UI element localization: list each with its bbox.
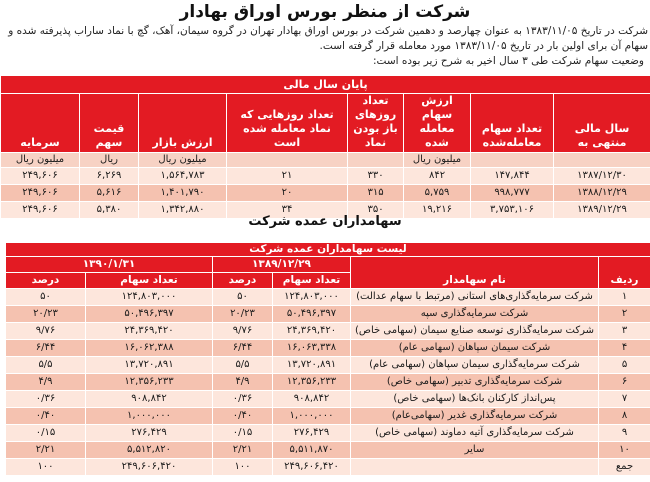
unit-cell: میلیون ریال xyxy=(139,153,227,168)
table-row xyxy=(6,408,650,425)
cell: ۵۰ xyxy=(213,289,273,306)
column-header-shareholder-name: نام سهامدار xyxy=(351,257,599,289)
column-header-percent: درصد xyxy=(6,273,86,289)
cell: ۱۳,۷۲۰,۸۹۱ xyxy=(273,357,351,374)
cell: ۱۰۰ xyxy=(213,459,273,476)
table-row xyxy=(6,306,650,323)
column-header-row-number: ردیف xyxy=(599,257,650,289)
row-number: ۱ xyxy=(599,289,650,306)
table-row xyxy=(6,340,650,357)
cell: ۶/۴۴ xyxy=(213,340,273,357)
intro-line: شرکت در تاریخ ۱۳۸۳/۱۱/۰۵ به عنوان چهارصد و دهمین شرکت در بورس اوراق بهادار تهران در گروه سیمان، آهک، گچ با نماد ساراب پذیرفته شده و xyxy=(8,25,648,37)
cell: ۵,۷۵۹ xyxy=(404,185,471,202)
cell: ۲۴۹,۶۰۶ xyxy=(1,168,80,185)
cell: ۹۹۸,۷۷۷ xyxy=(471,185,554,202)
cell: ۳۴ xyxy=(227,202,348,219)
cell: ۲۰/۲۳ xyxy=(213,306,273,323)
cell xyxy=(351,459,599,476)
column-header-percent: درصد xyxy=(213,273,273,289)
shareholder-name: شرکت سرمایه‌گذاری سپه xyxy=(351,306,599,323)
cell: ۲/۲۱ xyxy=(213,442,273,459)
cell: ۹/۷۶ xyxy=(213,323,273,340)
shareholder-name: پس‌انداز کارکنان بانک‌ها (سهامی خاص) xyxy=(351,391,599,408)
cell: ۱۳۸۹/۱۲/۲۹ xyxy=(554,202,650,219)
cell: ۹۰۸,۸۴۲ xyxy=(86,391,213,408)
cell: ۲۷۶,۴۲۹ xyxy=(273,425,351,442)
table-caption: لیست سهامداران عمده شرکت xyxy=(6,243,650,257)
table-row xyxy=(6,442,650,459)
cell: ۱۳۸۷/۱۲/۳۰ xyxy=(554,168,650,185)
fiscal-year-table xyxy=(0,75,650,219)
cell: ۵۰ xyxy=(6,289,86,306)
cell: ۱۴۷,۸۴۴ xyxy=(471,168,554,185)
row-number: ۸ xyxy=(599,408,650,425)
cell: ۱۲,۳۵۶,۲۳۳ xyxy=(86,374,213,391)
cell: ۵,۳۸۰ xyxy=(80,202,139,219)
total-row xyxy=(6,459,650,476)
cell: ۳۵۰ xyxy=(348,202,404,219)
cell: ۰/۴۰ xyxy=(213,408,273,425)
table-row xyxy=(6,425,650,442)
table-row xyxy=(6,289,650,306)
row-number: ۴ xyxy=(599,340,650,357)
cell: ۱,۰۰۰,۰۰۰ xyxy=(273,408,351,425)
row-number: ۹ xyxy=(599,425,650,442)
cell: ۱۶,۰۶۲,۳۸۸ xyxy=(86,340,213,357)
unit-cell xyxy=(471,153,554,168)
cell: ۱۳۸۸/۱۲/۲۹ xyxy=(554,185,650,202)
cell: ۶/۴۴ xyxy=(6,340,86,357)
shareholder-name: شرکت سرمایه‌گذاری سیمان سپاهان (سهامی عام) xyxy=(351,357,599,374)
row-number: ۵ xyxy=(599,357,650,374)
shareholder-name: شرکت سرمایه‌گذاری غدیر (سهامی‌عام) xyxy=(351,408,599,425)
cell: ۵/۵ xyxy=(213,357,273,374)
cell: ۱,۳۴۲,۸۸۰ xyxy=(139,202,227,219)
column-header: ارزش بازار xyxy=(139,94,227,153)
cell: ۱۰۰ xyxy=(6,459,86,476)
cell: ۹/۷۶ xyxy=(6,323,86,340)
cell: ۱۹,۲۱۶ xyxy=(404,202,471,219)
cell: ۲۱ xyxy=(227,168,348,185)
cell: ۲۷۶,۴۲۹ xyxy=(86,425,213,442)
intro-paragraph xyxy=(0,24,648,69)
cell: ۳,۷۵۳,۱۰۶ xyxy=(471,202,554,219)
total-label: جمع xyxy=(599,459,650,476)
table-row xyxy=(1,185,650,202)
row-number: ۶ xyxy=(599,374,650,391)
unit-cell: میلیون ریال xyxy=(404,153,471,168)
column-header: تعداد روزهایی که نماد معامله شده است xyxy=(227,94,348,153)
cell: ۲۴۹,۶۰۶,۴۲۰ xyxy=(86,459,213,476)
cell: ۱۶,۰۶۳,۳۳۸ xyxy=(273,340,351,357)
cell: ۹۰۸,۸۴۲ xyxy=(273,391,351,408)
cell: ۱,۴۰۱,۷۹۰ xyxy=(139,185,227,202)
cell: ۲۴,۳۶۹,۴۲۰ xyxy=(86,323,213,340)
unit-cell xyxy=(554,153,650,168)
unit-cell: میلیون ریال xyxy=(1,153,80,168)
cell: ۰/۳۶ xyxy=(213,391,273,408)
row-number: ۳ xyxy=(599,323,650,340)
shareholder-name: سایر xyxy=(351,442,599,459)
cell: ۵,۵۱۱,۸۷۰ xyxy=(273,442,351,459)
table-caption: پایان سال مالی xyxy=(1,76,650,94)
cell: ۲۰ xyxy=(227,185,348,202)
page-title: شرکت از منظر بورس اوراق بهادار xyxy=(179,2,471,22)
cell: ۱,۰۰۰,۰۰۰ xyxy=(86,408,213,425)
column-header: سال مالی منتهی به xyxy=(554,94,650,153)
unit-cell xyxy=(227,153,348,168)
column-header-shares: تعداد سهام xyxy=(86,273,213,289)
cell: ۰/۱۵ xyxy=(6,425,86,442)
cell: ۵,۶۱۶ xyxy=(80,185,139,202)
cell: ۰/۴۰ xyxy=(6,408,86,425)
intro-line: وضعیت سهام شرکت طی ۳ سال اخیر به شرح زیر بوده است: xyxy=(372,55,644,67)
shareholder-name: شرکت سرمایه‌گذاری‌های استانی (مرتبط با سهام عدالت) xyxy=(351,289,599,306)
column-header: تعداد سهام معامله‌شده xyxy=(471,94,554,153)
cell: ۵/۵ xyxy=(6,357,86,374)
cell: ۶,۲۶۹ xyxy=(80,168,139,185)
shareholder-name: شرکت سیمان سپاهان (سهامی عام) xyxy=(351,340,599,357)
cell: ۲۴۹,۶۰۶,۴۲۰ xyxy=(273,459,351,476)
cell: ۵۰,۴۹۶,۳۹۷ xyxy=(86,306,213,323)
cell: ۵,۵۱۲,۸۲۰ xyxy=(86,442,213,459)
cell: ۰/۱۵ xyxy=(213,425,273,442)
cell: ۱۲۴,۸۰۳,۰۰۰ xyxy=(273,289,351,306)
table-row xyxy=(6,391,650,408)
cell: ۱۲۴,۸۰۳,۰۰۰ xyxy=(86,289,213,306)
cell: ۲/۲۱ xyxy=(6,442,86,459)
column-header: تعداد روزهای باز بودن نماد xyxy=(348,94,404,153)
cell: ۵۰,۴۹۶,۳۹۷ xyxy=(273,306,351,323)
column-header-shares: تعداد سهام xyxy=(273,273,351,289)
unit-cell xyxy=(348,153,404,168)
shareholder-name: شرکت سرمایه‌گذاری آتیه دماوند (سهامی خاص) xyxy=(351,425,599,442)
table-row xyxy=(6,374,650,391)
shareholder-name: شرکت سرمایه‌گذاری توسعه صنایع سیمان (سهامی خاص) xyxy=(351,323,599,340)
row-number: ۱۰ xyxy=(599,442,650,459)
shareholders-table xyxy=(5,242,650,476)
date-header: ۱۳۸۹/۱۲/۲۹ xyxy=(213,257,351,273)
cell: ۱,۵۶۴,۷۸۳ xyxy=(139,168,227,185)
table-row xyxy=(1,168,650,185)
column-header: سرمایه xyxy=(1,94,80,153)
row-number: ۷ xyxy=(599,391,650,408)
unit-cell: ریال xyxy=(80,153,139,168)
cell: ۳۱۵ xyxy=(348,185,404,202)
table-row xyxy=(6,323,650,340)
cell: ۲۴,۳۶۹,۴۲۰ xyxy=(273,323,351,340)
cell: ۱۳,۷۲۰,۸۹۱ xyxy=(86,357,213,374)
date-header: ۱۳۹۰/۱/۳۱ xyxy=(6,257,213,273)
cell: ۴/۹ xyxy=(213,374,273,391)
cell: ۸۴۲ xyxy=(404,168,471,185)
cell: ۲۴۹,۶۰۶ xyxy=(1,185,80,202)
cell: ۲۰/۲۳ xyxy=(6,306,86,323)
table-row xyxy=(6,357,650,374)
section-heading: سهامداران عمده شرکت xyxy=(248,214,402,229)
intro-line: سهام آن برای اولین بار در تاریخ ۱۳۸۳/۱۱/۰۵ مورد معامله قرار گرفته است. xyxy=(319,40,648,52)
cell: ۴/۹ xyxy=(6,374,86,391)
row-number: ۲ xyxy=(599,306,650,323)
shareholder-name: شرکت سرمایه‌گذاری تدبیر (سهامی خاص) xyxy=(351,374,599,391)
column-header: ارزش سهام معامله شده xyxy=(404,94,471,153)
cell: ۲۴۹,۶۰۶ xyxy=(1,202,80,219)
units-row xyxy=(1,153,650,168)
cell: ۳۳۰ xyxy=(348,168,404,185)
column-header: قیمت سهم xyxy=(80,94,139,153)
cell: ۰/۳۶ xyxy=(6,391,86,408)
cell: ۱۲,۳۵۶,۲۳۳ xyxy=(273,374,351,391)
